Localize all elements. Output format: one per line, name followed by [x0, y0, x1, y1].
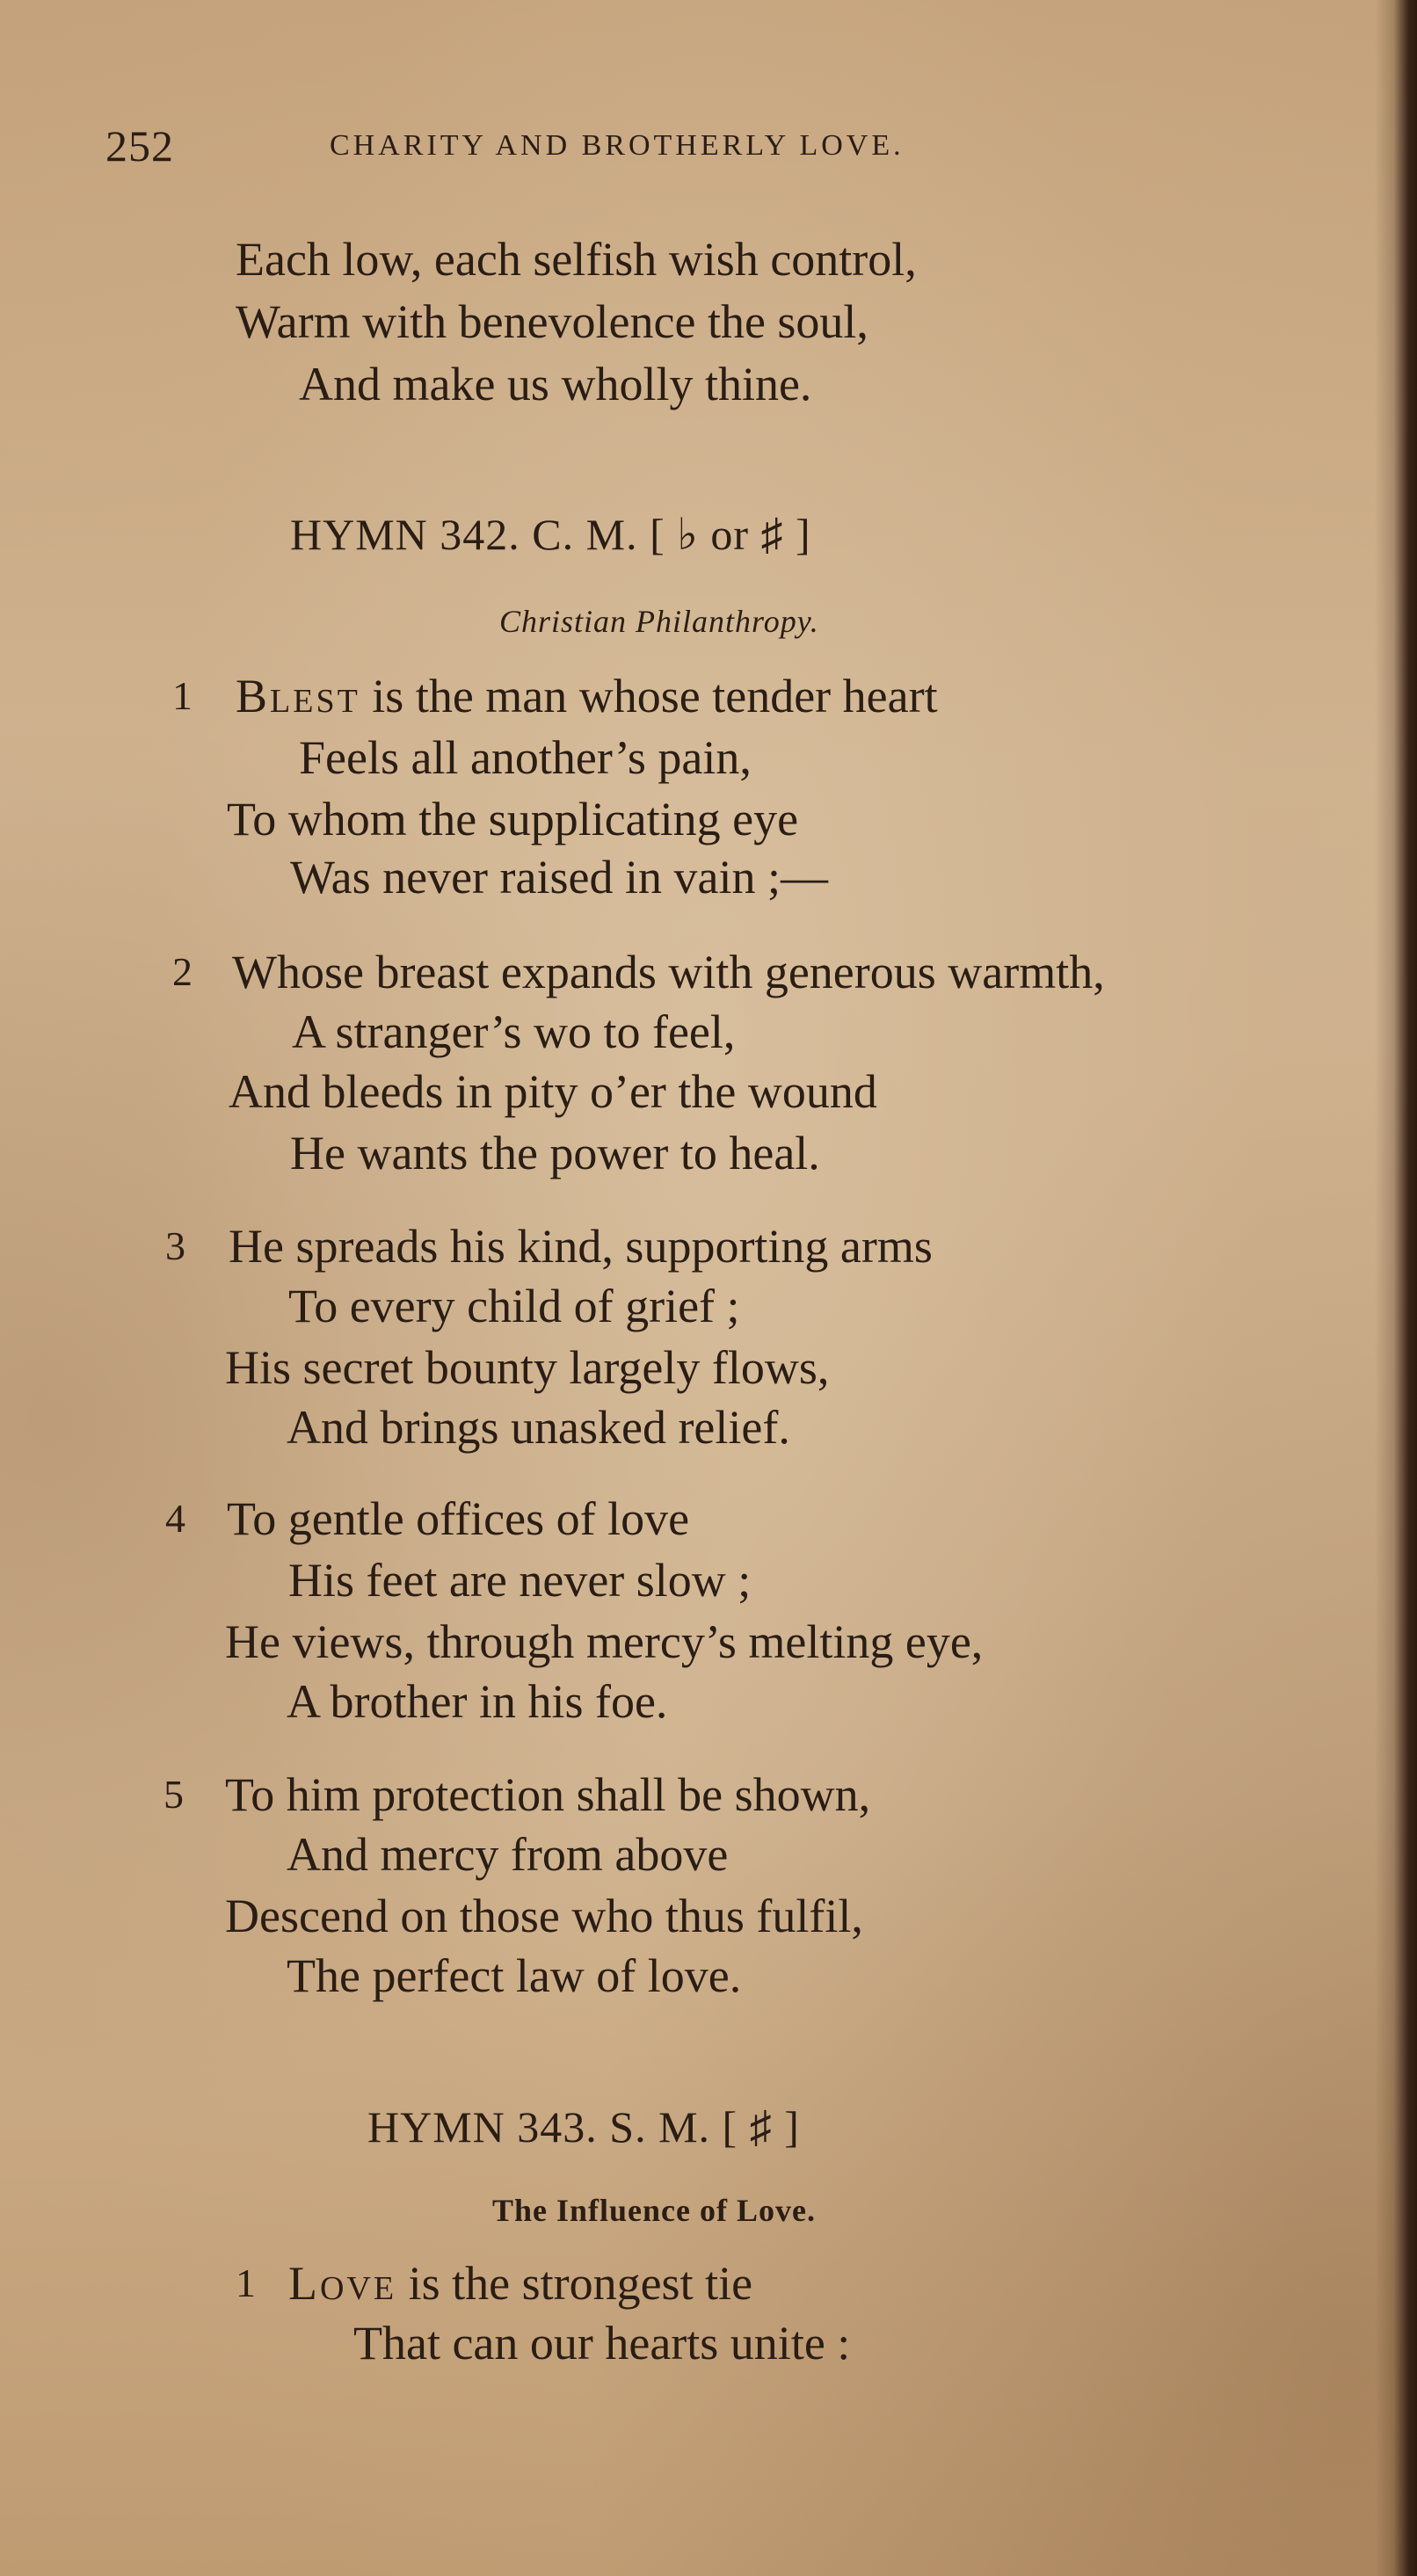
verse-number: 4: [165, 1496, 185, 1541]
verse-line: Love is the strongest tie: [288, 2257, 753, 2310]
verse-line: Warm with benevolence the soul,: [236, 295, 868, 348]
verse-number: 1: [236, 2260, 256, 2305]
verse-line: The perfect law of love.: [287, 1949, 742, 2002]
verse-line: And brings unasked relief.: [287, 1401, 790, 1454]
verse-line: Whose breast expands with generous warmth,: [232, 946, 1105, 998]
verse-line: Feels all another’s pain,: [299, 731, 752, 784]
verse-line: His secret bounty largely flows,: [225, 1341, 830, 1394]
verse-line: To every child of grief ;: [288, 1280, 740, 1332]
verse-line: A brother in his foe.: [287, 1675, 668, 1728]
verse-line: To him protection shall be shown,: [225, 1768, 871, 1821]
verse-line: He views, through mercy’s melting eye,: [225, 1615, 984, 1668]
verse-line: Each low, each selfish wish control,: [236, 233, 917, 286]
verse-number: 1: [172, 673, 193, 718]
hymn-heading: HYMN 342. C. M. [ ♭ or ♯ ]: [290, 510, 811, 559]
hymn-subtitle: Christian Philanthropy.: [499, 604, 819, 639]
verse-first-word: Blest: [236, 670, 360, 722]
verse-line: And bleeds in pity o’er the wound: [229, 1065, 877, 1118]
verse-line: He spreads his kind, supporting arms: [229, 1220, 933, 1273]
running-title: CHARITY AND BROTHERLY LOVE.: [330, 129, 905, 162]
verse-number: 2: [172, 949, 193, 994]
verse-line: To gentle offices of love: [227, 1492, 690, 1545]
verse-line: Descend on those who thus fulfil,: [225, 1890, 863, 1942]
page-gutter-shadow: [1375, 0, 1417, 2576]
verse-line: A stranger’s wo to feel,: [292, 1005, 736, 1058]
verse-line: And make us wholly thine.: [299, 358, 812, 410]
hymn-heading: HYMN 343. S. M. [ ♯ ]: [367, 2102, 800, 2152]
hymn-subtitle: The Influence of Love.: [492, 2193, 816, 2228]
verse-line: He wants the power to heal.: [290, 1127, 820, 1179]
verse-number: 5: [164, 1772, 184, 1817]
verse-number: 3: [165, 1223, 185, 1268]
verse-line: Blest is the man whose tender heart: [236, 670, 938, 722]
verse-line: That can our hearts unite :: [353, 2317, 851, 2369]
page-number: 252: [105, 121, 174, 171]
verse-line: Was never raised in vain ;—: [290, 851, 828, 903]
verse-first-word: Love: [288, 2257, 397, 2310]
verse-line: To whom the supplicating eye: [227, 793, 799, 845]
verse-line: And mercy from above: [287, 1828, 729, 1881]
verse-line: His feet are never slow ;: [288, 1554, 752, 1607]
